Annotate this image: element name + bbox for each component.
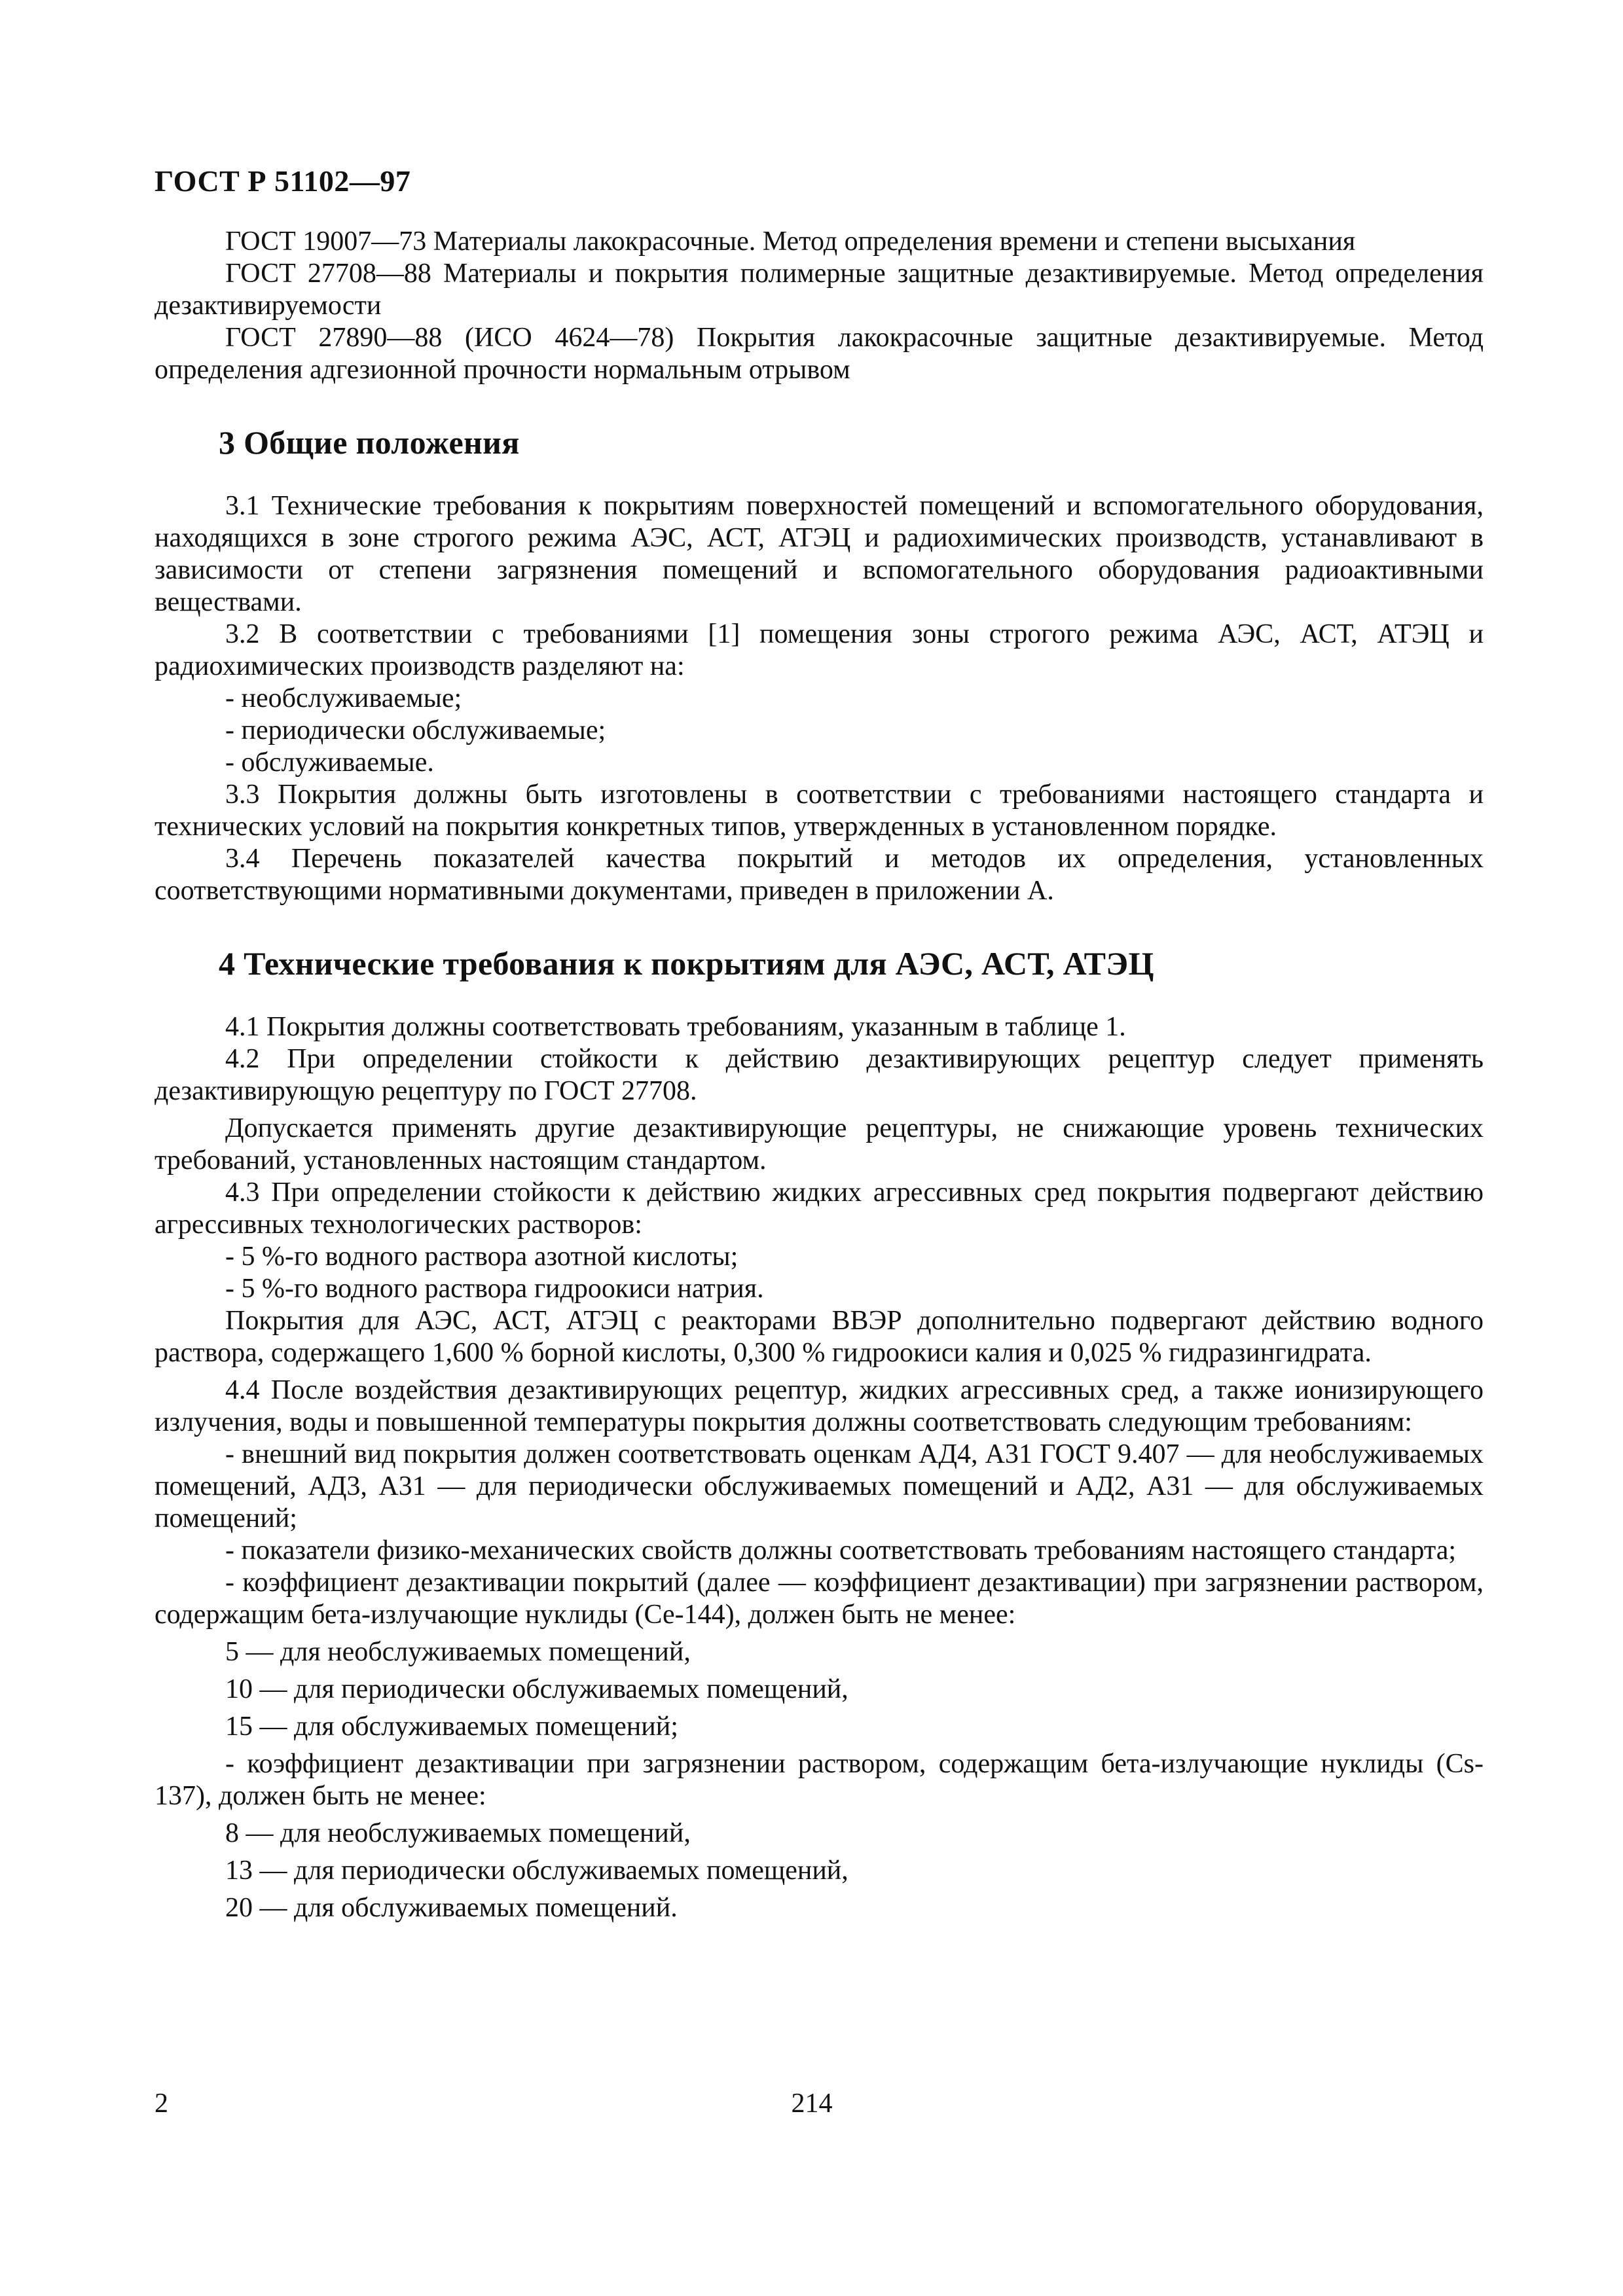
- list-item: 15 — для обслуживаемых помещений;: [225, 1712, 678, 1742]
- center-page-number: 214: [791, 2089, 833, 2119]
- paragraph-4-3: 4.3 При определении стойкости к действию жидких агрессивных сред покрытия подвергают действию агрессивных технологических растворов:: [155, 1177, 1484, 1240]
- paragraph-4-4-properties: - показатели физико-механических свойств должны соответствовать требованиям настоящего стандарта;: [225, 1535, 1457, 1566]
- paragraph-3-1: 3.1 Технические требования к покрытиям поверхностей помещений и вспомогательного оборудования, находящихся в зоне строгого режима АЭС, АСТ, АТЭЦ и радиохимических производств, устанавливают в зависимости от степени загрязнения помещений и вспомогательного оборудования радиоактивными веществами.: [155, 491, 1484, 617]
- paragraph-4-3-vver: Покрытия для АЭС, АСТ, АТЭЦ с реакторами ВВЭР дополнительно подвергают действию водного раствора, содержащего 1,600 % борной кислоты, 0,300 % гидроокиси калия и 0,025 % гидразингидрата.: [155, 1306, 1484, 1368]
- paragraph-3-4: 3.4 Перечень показателей качества покрытий и методов их определения, установленных соответствующими нормативными документами, приведен в приложении А.: [155, 844, 1484, 906]
- paragraph-4-4-cs137: - коэффициент дезактивации при загрязнении раствором, содержащим бета-излучающие нуклиды (Cs-137), должен быть не менее:: [155, 1749, 1484, 1811]
- paragraph-4-4: 4.4 После воздействия дезактивирующих рецептур, жидких агрессивных сред, а также ионизирующего излучения, воды и повышенной температуры покрытия должны соответствовать следующим требованиям:: [155, 1375, 1484, 1437]
- paragraph-3-2: 3.2 В соответствии с требованиями [1] помещения зоны строгого режима АЭС, АСТ, АТЭЦ и радиохимических производств разделяют на:: [155, 619, 1484, 681]
- paragraph-4-1: 4.1 Покрытия должны соответствовать требованиям, указанным в таблице 1.: [225, 1012, 1126, 1042]
- list-item: - 5 %-го водного раствора азотной кислоты;: [225, 1242, 739, 1272]
- paragraph-4-4-ce144: - коэффициент дезактивации покрытий (далее — коэффициент дезактивации) при загрязнении раствором, содержащим бета-излучающие нуклиды (Се-144), должен быть не менее:: [155, 1568, 1484, 1630]
- paragraph-4-2-note: Допускается применять другие дезактивирующие рецептуры, не снижающие уровень технических требований, установленных настоящим стандартом.: [155, 1113, 1484, 1175]
- list-item: 8 — для необслуживаемых помещений,: [225, 1818, 691, 1848]
- list-item: - необслуживаемые;: [225, 683, 462, 713]
- section-3-title: 3 Общие положения: [219, 424, 520, 461]
- list-item: 20 — для обслуживаемых помещений.: [225, 1893, 678, 1923]
- list-item: - периодически обслуживаемые;: [225, 715, 606, 745]
- paragraph-4-4-appearance: - внешний вид покрытия должен соответствовать оценкам АД4, А31 ГОСТ 9.407 — для необслуживаемых помещений, АД3, А31 — для периодически обслуживаемых помещений и АД2, А31 — для обслуживаемых помещений;: [155, 1439, 1484, 1534]
- page-number: 2: [155, 2089, 168, 2119]
- paragraph-3-3: 3.3 Покрытия должны быть изготовлены в соответствии с требованиями настоящего стандарта и технических условий на покрытия конкретных типов, утвержденных в установленном порядке.: [155, 780, 1484, 842]
- list-item: - 5 %-го водного раствора гидроокиси натрия.: [225, 1274, 764, 1304]
- list-item: 13 — для периодически обслуживаемых помещений,: [225, 1856, 848, 1886]
- list-item: 10 — для периодически обслуживаемых помещений,: [225, 1674, 848, 1704]
- ref-gost-27890: ГОСТ 27890—88 (ИСО 4624—78) Покрытия лакокрасочные защитные дезактивируемые. Метод определения адгезионной прочности нормальным отрывом: [155, 323, 1484, 385]
- ref-gost-19007: ГОСТ 19007—73 Материалы лакокрасочные. Метод определения времени и степени высыхания: [225, 226, 1356, 257]
- list-item: 5 — для необслуживаемых помещений,: [225, 1637, 691, 1667]
- document-body: [155, 226, 1484, 1924]
- list-item: - обслуживаемые.: [225, 747, 434, 778]
- document-header: ГОСТ Р 51102—97: [155, 164, 411, 198]
- paragraph-4-2: 4.2 При определении стойкости к действию дезактивирующих рецептур следует применять дезактивирующую рецептуру по ГОСТ 27708.: [155, 1044, 1484, 1106]
- section-4-title: 4 Технические требования к покрытиям для АЭС, АСТ, АТЭЦ: [219, 945, 1154, 982]
- ref-gost-27708: ГОСТ 27708—88 Материалы и покрытия полимерные защитные дезактивируемые. Метод определения дезактивируемости: [155, 259, 1484, 321]
